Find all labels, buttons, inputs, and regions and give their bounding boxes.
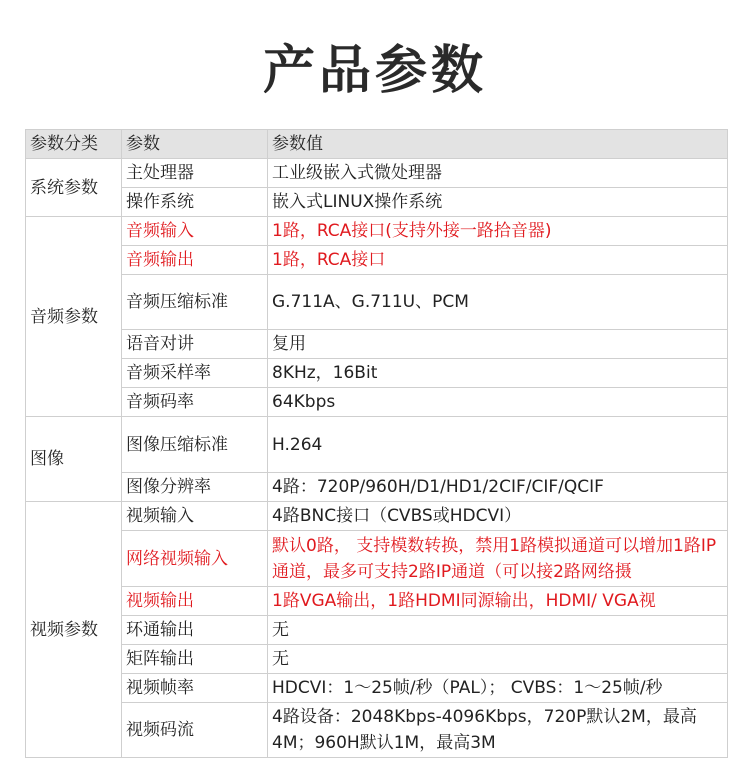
table-row (26, 388, 728, 417)
param-value: 无 (268, 645, 728, 674)
category-video: 视频参数 (26, 502, 122, 758)
param-value: 1路，RCA接口 (268, 246, 728, 275)
table-header-row (26, 130, 728, 159)
table-row (26, 674, 728, 703)
param-name: 矩阵输出 (122, 645, 268, 674)
table-row (26, 246, 728, 275)
table-row (26, 217, 728, 246)
category-audio: 音频参数 (26, 217, 122, 417)
table-row (26, 275, 728, 330)
page-title: 产品参数 (262, 41, 487, 101)
header-param: 参数 (122, 130, 268, 159)
table-row (26, 531, 728, 587)
table-row (26, 359, 728, 388)
param-name: 环通输出 (122, 616, 268, 645)
param-name: 音频输出 (122, 246, 268, 275)
param-name: 音频压缩标准 (122, 275, 268, 330)
param-value: 4路：720P/960H/D1/HD1/2CIF/CIF/QCIF (268, 473, 728, 502)
param-name: 视频输出 (122, 587, 268, 616)
table-row (26, 502, 728, 531)
table-row (26, 417, 728, 473)
param-name: 音频输入 (122, 217, 268, 246)
table-row (26, 473, 728, 502)
param-name: 视频码流 (122, 703, 268, 758)
param-value: 8KHz，16Bit (268, 359, 728, 388)
header-value: 参数值 (268, 130, 728, 159)
param-name: 音频采样率 (122, 359, 268, 388)
param-value: 复用 (268, 330, 728, 359)
param-name: 操作系统 (122, 188, 268, 217)
param-name: 语音对讲 (122, 330, 268, 359)
table-row (26, 703, 728, 758)
table-row (26, 616, 728, 645)
param-name: 主处理器 (122, 159, 268, 188)
spec-table (25, 129, 728, 758)
param-value: 1路，RCA接口(支持外接一路拾音器) (268, 217, 728, 246)
table-row (26, 645, 728, 674)
param-value: HDCVI：1～25帧/秒（PAL）； CVBS：1～25帧/秒 (268, 674, 728, 703)
header-category: 参数分类 (26, 130, 122, 159)
table-row (26, 159, 728, 188)
category-image: 图像 (26, 417, 122, 502)
table-row (26, 587, 728, 616)
category-system: 系统参数 (26, 159, 122, 217)
param-value: 默认0路， 支持模数转换，禁用1路模拟通道可以增加1路IP通道，最多可支持2路IP通道（可以接2路网络摄 (268, 531, 728, 587)
param-value: 4路设备：2048Kbps-4096Kbps，720P默认2M，最高4M；960H默认1M，最高3M (268, 703, 728, 758)
param-value: 无 (268, 616, 728, 645)
param-value: G.711A、G.711U、PCM (268, 275, 728, 330)
table-row (26, 188, 728, 217)
param-name: 图像压缩标准 (122, 417, 268, 473)
param-value: 4路BNC接口（CVBS或HDCVI） (268, 502, 728, 531)
param-name: 网络视频输入 (122, 531, 268, 587)
param-name: 音频码率 (122, 388, 268, 417)
param-name: 图像分辨率 (122, 473, 268, 502)
param-name: 视频输入 (122, 502, 268, 531)
param-name: 视频帧率 (122, 674, 268, 703)
param-value: 嵌入式LINUX操作系统 (268, 188, 728, 217)
table-row (26, 330, 728, 359)
param-value: H.264 (268, 417, 728, 473)
param-value: 工业级嵌入式微处理器 (268, 159, 728, 188)
param-value: 1路VGA输出，1路HDMI同源输出，HDMI/ VGA视 (268, 587, 728, 616)
param-value: 64Kbps (268, 388, 728, 417)
